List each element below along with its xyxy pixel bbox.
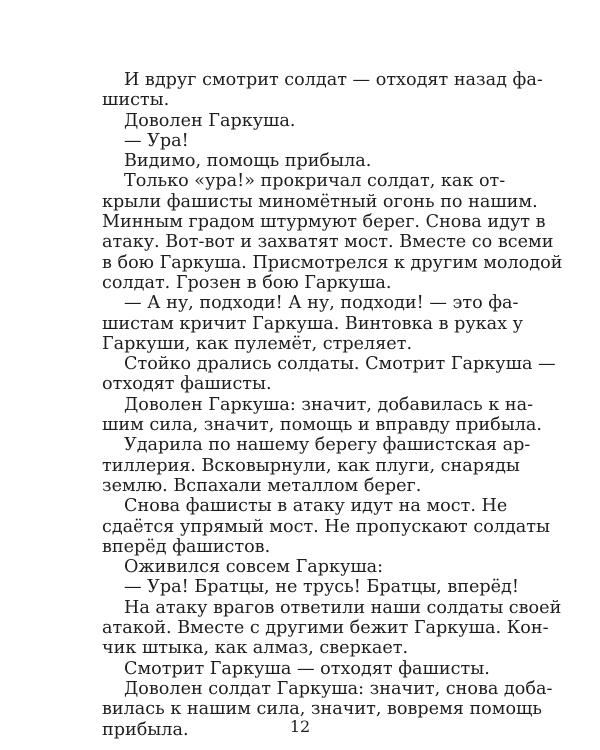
page-number: 12 [289, 717, 311, 736]
text-line: сдаётся упрямый мост. Не пропускают солдаты [102, 516, 551, 537]
text-line: землю. Вспахали металлом берег. [102, 475, 422, 496]
text-line: Только «ура!» прокричал солдат, как от- [124, 171, 506, 192]
text-line: в бою Гаркуша. Присмотрелся к другим молодой [102, 252, 563, 273]
text-line: — Ура! [124, 130, 189, 151]
text-line: Доволен Гаркуша: значит, добавилась к на- [124, 394, 534, 415]
text-line: Доволен Гаркуша. [124, 110, 296, 131]
text-line: Смотрит Гаркуша — отходят фашисты. [124, 658, 490, 679]
text-line: Снова фашисты в атаку идут на мост. Не [124, 496, 508, 517]
text-line: вилась к нашим сила, значит, вовремя помощь [102, 699, 542, 720]
text-line: Гаркуши, как пулемёт, стреляет. [102, 333, 413, 354]
text-line: шисты. [102, 90, 170, 111]
text-line: Стойко дрались солдаты. Смотрит Гаркуша — [124, 354, 556, 375]
text-line: атакой. Вместе с другими бежит Гаркуша. Кон- [102, 618, 549, 639]
text-line: Минным градом штурмуют берег. Снова идут в [102, 212, 546, 233]
text-line: отходят фашисты. [102, 374, 272, 395]
text-line: шим сила, значит, помощь и вправду прибыла. [102, 415, 542, 436]
text-line: тиллерия. Всковырнули, как плуги, снаряды [102, 455, 520, 476]
text-line: чик штыка, как алмаз, сверкает. [102, 638, 409, 659]
text-line: — Ура! Братцы, не трусь! Братцы, вперёд! [124, 577, 519, 598]
text-line: шистам кричит Гаркуша. Винтовка в руках у [102, 313, 524, 334]
text-line: Видимо, помощь прибыла. [124, 151, 372, 172]
text-line: Доволен солдат Гаркуша: значит, снова доба- [124, 678, 553, 699]
story-text [102, 70, 563, 740]
text-line: прибыла. [102, 719, 189, 740]
text-line: И вдруг смотрит солдат — отходят назад фа- [124, 70, 543, 90]
text-line: вперёд фашистов. [102, 536, 271, 557]
text-line: крыли фашисты миномётный огонь по нашим. [102, 191, 538, 212]
text-line: солдат. Грозен в бою Гаркуша. [102, 272, 392, 293]
text-line: На атаку врагов ответили наши солдаты своей [124, 597, 562, 618]
text-line: атаку. Вот-вот и захватят мост. Вместе со всеми [102, 232, 554, 253]
text-line: Ударила по нашему берегу фашистская ар- [124, 435, 531, 456]
text-line: Оживился совсем Гаркуша: [124, 557, 384, 578]
text-line: — А ну, подходи! А ну, подходи! — это фа- [124, 293, 519, 314]
